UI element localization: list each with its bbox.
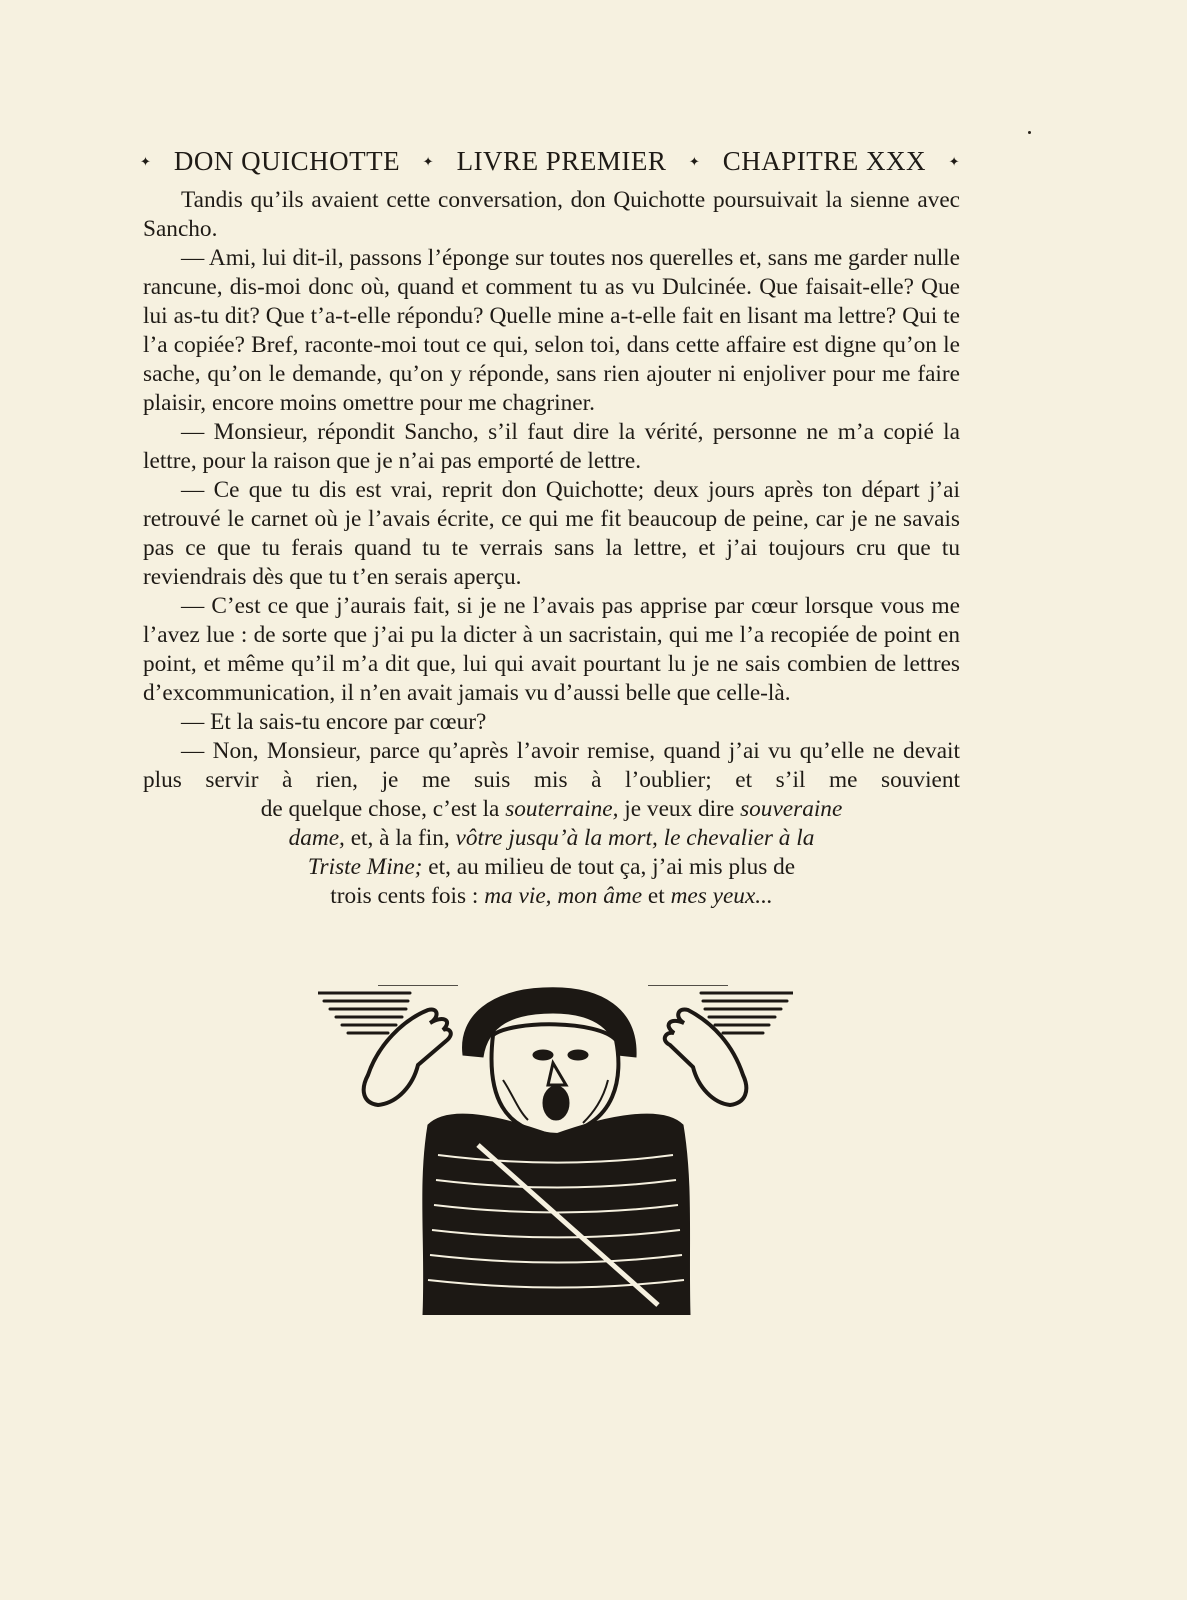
running-header [140,146,960,177]
taper-text: je veux dire [618,796,741,822]
taper-text: et [642,883,671,909]
paragraph: — Non, Monsieur, parce qu’après l’avoir remise, quand j’ai vu qu’elle ne devait plus servir à rien, je me suis mis à l’oublier; et s’il me souvient [143,738,960,793]
text-body [143,186,960,911]
ornament-icon: ✦ [140,153,152,169]
left-wing-lines [318,993,410,1033]
taper-italic: mes yeux... [670,883,773,909]
taper-line [143,824,960,853]
ornament-icon: ✦ [948,153,960,169]
header-chapter: CHAPITRE XXX [722,146,927,176]
woodcut-illustration [318,985,793,1315]
taper-italic: dame, [288,825,345,851]
tapered-text-block [143,795,960,911]
taper-text: de quelque chose, c’est la [260,796,506,822]
paragraph: — Monsieur, répondit Sancho, s’il faut dire la vérité, personne ne m’a copié la lettre, pour la raison que je n’ai pas emporté de lettre. [143,419,960,474]
taper-italic: souterraine, [505,796,619,822]
paragraph: Tandis qu’ils avaient cette conversation, don Quichotte poursuivait la sienne avec Sancho. [143,187,960,242]
ornament-icon: ✦ [422,153,435,169]
taper-italic: vôtre jusqu’à la mort, le chevalier à la [455,825,815,851]
taper-text: trois cents fois : [330,883,485,909]
paragraph: — Et la sais-tu encore par cœur? [181,709,487,735]
taper-line [143,795,960,824]
header-book: LIVRE PREMIER [456,146,667,176]
taper-line [143,853,960,882]
paragraph: — C’est ce que j’aurais fait, si je ne l’avais pas apprise par cœur lorsque vous me l’avez lue : de sorte que j’ai pu la dicter à un sacristain, qui me l’a recopiée de point en point, et même qu’il m’a dit que, lui qui avait pourtant lu je ne sais combien de lettres d’excommunication, il n’en avait jamais vu d’aussi belle que celle-là. [143,593,960,706]
ornament-icon: ✦ [688,153,701,169]
taper-line [143,882,960,911]
paragraph: — Ce que tu dis est vrai, reprit don Quichotte; deux jours après ton départ j’ai retrouvé le carnet où je l’avais écrite, ce qui me fit beaucoup de peine, car je ne savais pas ce que tu ferais quand tu te verrais sans la lettre, et j’ai toujours cru que tu reviendrais dès que tu t’en serais aperçu. [143,477,960,590]
paragraph: — Ami, lui dit-il, passons l’éponge sur toutes nos querelles et, sans me garder nulle rancune, dis-moi donc où, quand et comment tu as vu Dulcinée. Que faisait-elle? Que lui as-tu dit? Que t’a-t-elle répondu? Quelle mine a-t-elle fait en lisant ma lettre? Qui te l’a copiée? Bref, raconte-moi tout ce qui, selon toi, dans cette affaire est digne qu’on le sache, qu’on le demande, qu’on y réponde, sans rien ajouter ni enjoliver pour me faire plaisir, encore moins omettre pour me chagriner. [143,245,960,416]
taper-italic: ma vie, mon âme [484,883,643,909]
taper-italic: Triste Mine; [307,854,423,880]
open-mouth [543,1086,569,1120]
header-title: DON QUICHOTTE [173,146,401,176]
taper-text: et, à la fin, [344,825,456,851]
paper-speck [1028,131,1031,134]
taper-text: et, au milieu de tout ça, j’ai mis plus de [422,854,796,880]
taper-italic: souveraine [740,796,843,822]
